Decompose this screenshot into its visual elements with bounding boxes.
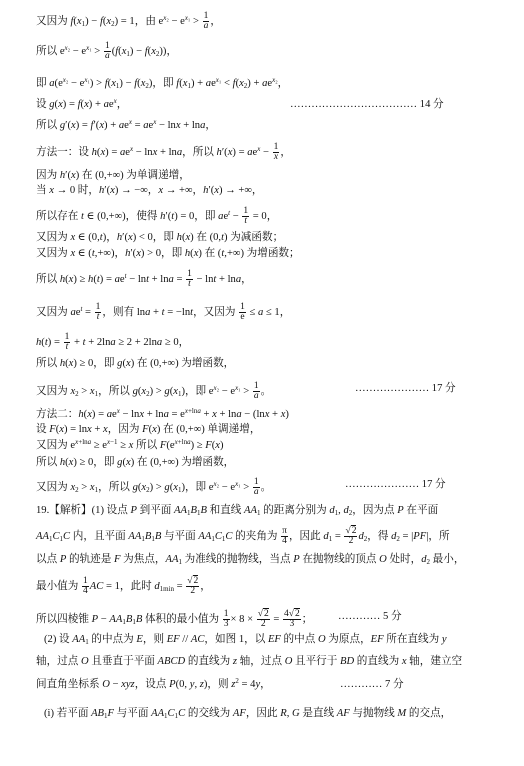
score-marker: ………… 7 分 <box>340 679 404 690</box>
score-marker: ………………… 17 分 <box>345 479 446 490</box>
solution-line: 又因为 $ae^t$ = $\frac{1}{t}$ ，则有 lna + t = −lnt，又因为 $\frac{1}{e}$ ≤ a ≤ 1， <box>36 302 291 322</box>
solution-line: 所以四棱锥 $P - AA_1B_1B$ 体积的最小值为 $\frac{1}{3}$ × 8 × $\frac{√2}{2}$ = $\frac{4√2}{3}$ ； <box>36 609 313 629</box>
solution-line: 即 $a(e^{x_2} - e^{x_1}) > f(x_1) - f(x_2)$，即 $f(x_1) + ae^{x_1} < f(x_2) + ae^{x_2}$， <box>36 76 289 90</box>
solution-line: 所以 $e^{x_2} - e^{x_1}$ > $\frac{1}{a}$ $(f(x_1) - f(x_2))$， <box>36 41 178 61</box>
solution-line: 又因为 $x_2 > x_1$，所以 $g(x_2) > g(x_1)$，即 $e^{x_2} - e^{x_1}$ > $\frac{1}{a}$ 。 <box>36 381 272 401</box>
solution-line: 以点 P 的轨迹是 F 为焦点，$AA_1$ 为准线的抛物线，当点 P 在抛物线的顶点 O 处时，$d_2$ 最小， <box>36 554 465 566</box>
score-marker: ………… 5 分 <box>338 611 402 622</box>
solution-line: 当 x → 0 时，h′(x) → −∞，x → +∞，h′(x) → +∞， <box>36 185 263 196</box>
solution-line: 方法一：设 $h(x) = ae^x - \ln x + \ln a$，所以 $h'(x) = ae^x$ − $\frac{1}{x}$ ， <box>36 142 291 162</box>
score-marker: ……………………………… 14 分 <box>290 99 444 110</box>
solution-line: 轴，过点 O 且垂直于平面 ABCD 的直线为 z 轴，过点 O 且平行于 BD 的直线为 x 轴，建立空 <box>36 656 463 667</box>
solution-line: (i) 若平面 $AB_1F$ 与平面 $AA_1C_1C$ 的交线为 AF，因此 R, G 是直线 AF 与抛物线 M 的交点， <box>44 708 452 720</box>
solution-line: 最小值为 $\frac{1}{4}$ AC = 1，此时 $d_{1min}$ = $\frac{√2}{2}$ ， <box>36 576 211 596</box>
solution-line: 又因为 x ∈ (0,t)，h′(x) < 0，即 h(x) 在 (0,t) 为减函数； <box>36 232 284 243</box>
solution-line: 所以 h(x) ≥ 0，即 g(x) 在 (0,+∞) 为增函数， <box>36 358 235 369</box>
solution-line: 方法二：$h(x) = ae^x - \ln x + \ln a = e^{x+lna} + x + \ln a - (\ln x + x)$ <box>36 407 289 420</box>
solution-line: 所以 h(x) ≥ 0，即 g(x) 在 (0,+∞) 为增函数， <box>36 457 235 468</box>
solution-line: h(t) = $\frac{1}{t}$ + t + 2lna ≥ 2 + 2lna ≥ 0， <box>36 332 190 352</box>
solution-line: 所以 $h(x) \ge h(t) = ae^t - \ln t + \ln a$ = $\frac{1}{t}$ − lnt + lna， <box>36 269 252 289</box>
solution-line: 所以存在 t ∈ (0,+∞)，使得 h′(t) = 0，即 $ae^t$ − $\frac{1}{t}$ = 0， <box>36 206 278 226</box>
solution-line: $AA_1C_1C$ 内，且平面 $AA_1B_1B$ 与平面 $AA_1C_1C$ 的夹角为 $\frac{\pi}{4}$ ，因此 $d_1$ = $\frac{√2}{2}$ $d_2$，得 $d_2 = |PF|$，所 <box>36 526 450 546</box>
solution-line: (2) 设 $AA_1$ 的中点为 E，则 EF // AC，如图 1，以 EF 的中点 O 为原点，EF 所在直线为 y <box>44 634 447 646</box>
solution-line: 因为 h′(x) 在 (0,+∞) 为单调递增， <box>36 170 190 181</box>
solution-line: 间直角坐标系 O − xyz，设点 P(0, y, z)，则 $z^2 = 4y$， <box>36 677 271 690</box>
solution-line: 又因为 $x_2 > x_1$，所以 $g(x_2) > g(x_1)$，即 $e^{x_2} - e^{x_1}$ > $\frac{1}{a}$ 。 <box>36 477 272 497</box>
solution-line: 设 $g(x) = f(x) + ae^x$， <box>36 97 128 110</box>
solution-line: 设 F(x) = lnx + x，因为 F(x) 在 (0,+∞) 单调递增， <box>36 424 261 435</box>
score-marker: ………………… 17 分 <box>355 383 456 394</box>
solution-line: 所以 $g'(x) = f'(x) + ae^x = ae^x - \ln x + \ln a$， <box>36 118 216 131</box>
solution-line: 又因为 $e^{x+lna} \ge e^{x-1} \ge x$ 所以 $F(e^{x+lna}) \ge F(x)$ <box>36 438 224 451</box>
solution-line: 又因为 $f(x_1) - f(x_2) = 1$，由 $e^{x_2} - e^{x_1}$ > $\frac{1}{a}$ ， <box>36 11 221 31</box>
solution-line: 又因为 x ∈ (t,+∞)，h′(x) > 0，即 h(x) 在 (t,+∞) 为增函数； <box>36 248 300 259</box>
solution-line: 19.【解析】(1) 设点 P 到平面 $AA_1B_1B$ 和直线 $AA_1$ 的距离分别为 $d_1$, $d_2$，因为点 P 在平面 <box>36 505 439 517</box>
